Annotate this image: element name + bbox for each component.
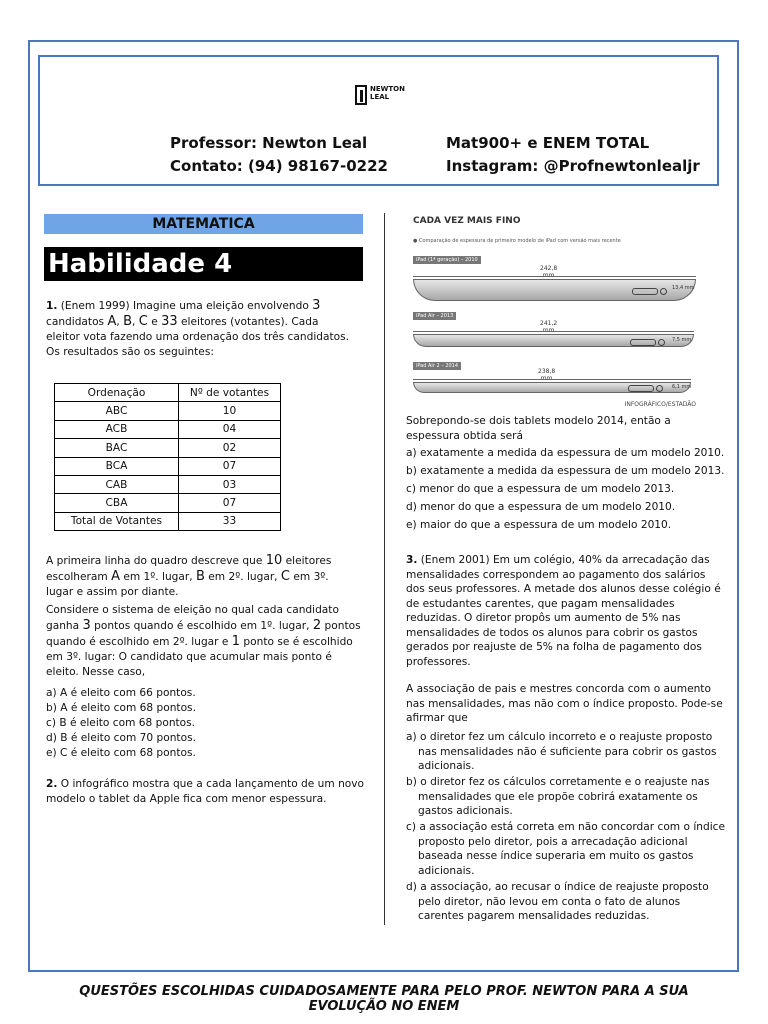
q3-line3: dos seus professores. A metade dos alunos desse colégio é xyxy=(406,583,721,595)
tablet-infographic xyxy=(410,216,702,412)
p2-three: 3 xyxy=(82,618,91,633)
table-cell: 07 xyxy=(179,494,281,512)
q3-line6: mensalidades de todos os alunos para cobrir os gastos xyxy=(406,626,698,639)
dimension-line xyxy=(413,276,696,277)
thickness-2014: 6,1 mm xyxy=(672,384,692,390)
width-value: 241,2 xyxy=(540,320,558,327)
q3-line2: mensalidades correspondem ao pagamento dos salários xyxy=(406,568,706,581)
section-label: MATEMATICA xyxy=(44,214,363,234)
votes-table xyxy=(54,383,281,531)
q2-option-c: c) menor do que a espessura de um modelo 2013. xyxy=(406,483,675,495)
table-row xyxy=(55,475,281,493)
q3-statement xyxy=(406,553,731,669)
p2-two: 2 xyxy=(312,618,322,633)
q3-d-line3: carentes pagarem mensalidades reduzidas. xyxy=(418,910,650,922)
footer-line2: EVOLUÇÃO NO ENEM xyxy=(308,999,460,1014)
logo-mark-icon xyxy=(355,85,367,105)
table-cell: 07 xyxy=(179,457,281,475)
p2-l2a: ganha xyxy=(46,620,83,632)
q3-stem-line1: A associação de pais e mestres concorda com o aumento xyxy=(406,683,711,695)
p1-l1c: eleitores xyxy=(282,555,332,567)
table-cell: 33 xyxy=(179,512,281,530)
q2-stem-line2: espessura obtida será xyxy=(406,430,524,442)
table-cell: Total de Votantes xyxy=(55,512,179,530)
p2-one: 1 xyxy=(231,634,241,649)
q3-line4: de estudantes carentes, que pagam mensalidades xyxy=(406,597,675,610)
dot-icon xyxy=(658,339,665,346)
q3-line5: reduzidas. O diretor propôs um aumento de 5% nas xyxy=(406,612,681,624)
q1-cand-b: B xyxy=(123,314,133,329)
q1-sep2: , xyxy=(132,316,139,328)
q3-option-d xyxy=(406,880,736,924)
width-value: 242,8 xyxy=(540,265,558,272)
dot-icon xyxy=(660,288,667,295)
table-row xyxy=(55,439,281,457)
q3-a-line1: a) o diretor fez um cálculo incorreto e o reajuste proposto xyxy=(406,731,713,743)
width-value: 238,8 xyxy=(538,368,556,375)
table-row xyxy=(55,512,281,530)
table-row xyxy=(55,420,281,438)
q1-line1: (Enem 1999) Imagine uma eleição envolvendo xyxy=(60,300,313,312)
table-header: Nº de votantes xyxy=(179,384,281,402)
q2-stem xyxy=(406,414,726,444)
p1-l2g: em 3º. xyxy=(290,571,329,583)
q3-stem-line3: afirmar que xyxy=(406,712,468,724)
logo-text: NEWTON LEAL xyxy=(370,85,405,101)
table-row xyxy=(55,494,281,512)
q3-option-b xyxy=(406,775,736,819)
model-label-2014: iPad Air 2 – 2014 xyxy=(413,362,461,370)
q1-cand-c: C xyxy=(138,314,148,329)
p2-l5: eleito. Nesse caso, xyxy=(46,666,146,678)
infographic-subtitle: ● Comparação de espessura de primeiro modelo de iPad com versão mais recente xyxy=(413,238,621,244)
table-header-row xyxy=(55,384,281,402)
tablet-2013-shape xyxy=(413,334,694,347)
q2-option-e: e) maior do que a espessura de um modelo 2010. xyxy=(406,519,672,531)
q3-line1: (Enem 2001) Em um colégio, 40% da arrecadação das xyxy=(417,554,710,566)
q1-statement xyxy=(46,298,366,360)
p1-l2a: escolheram xyxy=(46,571,112,583)
q2-option-d: d) menor do que a espessura de um modelo 2010. xyxy=(406,501,676,513)
q1-option-c: c) B é eleito com 68 pontos. xyxy=(46,717,196,729)
p1-l2c: em 1º. lugar, xyxy=(119,571,196,583)
q3-b-line2: mensalidades que ele propõe cobrirá exatamente os xyxy=(418,790,698,803)
q1-paragraph-1 xyxy=(46,553,366,600)
button-icon xyxy=(632,288,658,295)
q3-c-line4: adicionais. xyxy=(418,864,475,877)
column-divider xyxy=(384,213,385,925)
q2-stem-line1: Sobrepondo-se dois tablets modelo 2014, então a xyxy=(406,415,671,427)
table-row xyxy=(55,402,281,420)
p2-l3c: ponto se é escolhido xyxy=(240,636,353,648)
p1-l2e: em 2º. lugar, xyxy=(204,571,281,583)
q1-number: 1. xyxy=(46,300,58,312)
p2-l3a: quando é escolhido em 2º. lugar e xyxy=(46,636,232,648)
q3-line8: professores. xyxy=(406,655,471,668)
q1-line4: Os resultados são os seguintes: xyxy=(46,346,214,358)
q1-option-a: a) A é eleito com 66 pontos. xyxy=(46,687,196,699)
tablet-2014-shape xyxy=(413,382,691,393)
table-cell: ACB xyxy=(55,420,179,438)
table-header: Ordenação xyxy=(55,384,179,402)
q3-d-line1: d) a associação, ao recusar o índice de reajuste proposto xyxy=(406,881,709,893)
q2-number: 2. xyxy=(46,778,58,790)
infographic-credit: INFOGRÁFICO/ESTADÃO xyxy=(624,401,696,408)
table-cell: BAC xyxy=(55,439,179,457)
contact-phone: Contato: (94) 98167-0222 xyxy=(170,157,388,175)
p1-ten: 10 xyxy=(265,553,283,568)
q3-option-a xyxy=(406,730,736,774)
button-icon xyxy=(628,385,654,392)
q1-cand-a: A xyxy=(107,314,117,329)
q3-c-line1: c) a associação está correta em não concordar com o índice xyxy=(406,821,726,833)
table-cell: BCA xyxy=(55,457,179,475)
table-cell: 04 xyxy=(179,420,281,438)
q2-option-a: a) exatamente a medida da espessura de um modelo 2010. xyxy=(406,447,725,459)
instagram-handle: Instagram: @Profnewtonlealjr xyxy=(446,157,700,175)
q1-voter-count: 33 xyxy=(161,314,178,329)
q3-stem-line2: nas mensalidades, mas não com o índice proposto. Pode-se xyxy=(406,697,723,710)
infographic-title: CADA VEZ MAIS FINO xyxy=(413,216,521,226)
q3-option-c xyxy=(406,820,736,878)
table-cell: 03 xyxy=(179,475,281,493)
q3-b-line3: gastos adicionais. xyxy=(418,805,513,817)
q1-option-b: b) A é eleito com 68 pontos. xyxy=(46,702,196,714)
footer-line1: QUESTÕES ESCOLHIDAS CUIDADOSAMENTE PARA PELO PROF. NEWTON PARA A SUA xyxy=(79,984,689,999)
p1-l1a: A primeira linha do quadro descreve que xyxy=(46,555,266,567)
q3-a-line2: nas mensalidades não é suficiente para cobrir os gastos xyxy=(418,745,717,758)
dot-icon xyxy=(656,385,663,392)
q2-statement xyxy=(46,777,366,807)
newton-leal-logo xyxy=(355,85,415,107)
q3-b-line1: b) o diretor fez os cálculos corretamente e o reajuste nas xyxy=(406,776,710,788)
dimension-line xyxy=(413,379,691,380)
q2-line1: O infográfico mostra que a cada lançamento de um novo xyxy=(57,778,365,790)
table-cell: CAB xyxy=(55,475,179,493)
p1-a: A xyxy=(111,569,120,584)
q3-c-line3: baseada nesse índice superaria em muito os gastos xyxy=(418,850,694,862)
q1-paragraph-2 xyxy=(46,603,366,680)
skill-title: Habilidade 4 xyxy=(44,247,363,281)
q3-c-line2: proposto pelo diretor, pois a arrecadação adicional xyxy=(418,835,688,848)
p2-l1: Considere o sistema de eleição no qual cada candidato xyxy=(46,604,339,616)
professor-name: Professor: Newton Leal xyxy=(170,134,368,152)
q3-number: 3. xyxy=(406,554,418,566)
course-name: Mat900+ e ENEM TOTAL xyxy=(446,134,650,152)
table-cell: 02 xyxy=(179,439,281,457)
thickness-2010: 13,4 mm xyxy=(672,285,695,291)
q1-sep3: e xyxy=(147,316,162,328)
q1-option-d: d) B é eleito com 70 pontos. xyxy=(46,732,196,744)
p1-b: B xyxy=(195,569,205,584)
p2-l2e: pontos xyxy=(321,620,361,632)
q3-a-line3: adicionais. xyxy=(418,760,475,772)
table-cell: CBA xyxy=(55,494,179,512)
p1-c: C xyxy=(280,569,290,584)
q3-stem xyxy=(406,682,731,726)
dimension-line xyxy=(413,331,694,332)
model-label-2013: iPad Air – 2013 xyxy=(413,312,456,320)
q2-line2: modelo o tablet da Apple fica com menor espessura. xyxy=(46,793,327,805)
q1-line3: eleitor vota fazendo uma ordenação dos três candidatos. xyxy=(46,331,349,343)
q1-sep1: , xyxy=(116,316,124,328)
q1-line2-end: eleitores (votantes). Cada xyxy=(177,316,319,328)
p2-l2c: pontos quando é escolhido em 1º. lugar, xyxy=(90,620,313,632)
button-icon xyxy=(630,339,656,346)
model-label-2010: iPad (1ª geração) – 2010 xyxy=(413,256,481,264)
table-cell: 10 xyxy=(179,402,281,420)
table-cell: ABC xyxy=(55,402,179,420)
footer-note xyxy=(40,984,728,1014)
q1-line2-a: candidatos xyxy=(46,316,108,328)
q2-option-b: b) exatamente a medida da espessura de um modelo 2013. xyxy=(406,465,725,477)
q3-d-line2: pelo diretor, não levou em conta o fato de alunos xyxy=(418,895,681,908)
q3-line7: gerados por reajuste de 5% na folha de pagamento dos xyxy=(406,641,702,653)
p2-l4: em 3º. lugar: O candidato que acumular mais ponto é xyxy=(46,651,332,663)
thickness-2013: 7,5 mm xyxy=(672,337,692,343)
q1-candidate-count: 3 xyxy=(312,298,321,313)
p1-l3: lugar e assim por diante. xyxy=(46,586,179,598)
tablet-2010-shape xyxy=(413,279,696,301)
q1-option-e: e) C é eleito com 68 pontos. xyxy=(46,747,196,759)
table-row xyxy=(55,457,281,475)
